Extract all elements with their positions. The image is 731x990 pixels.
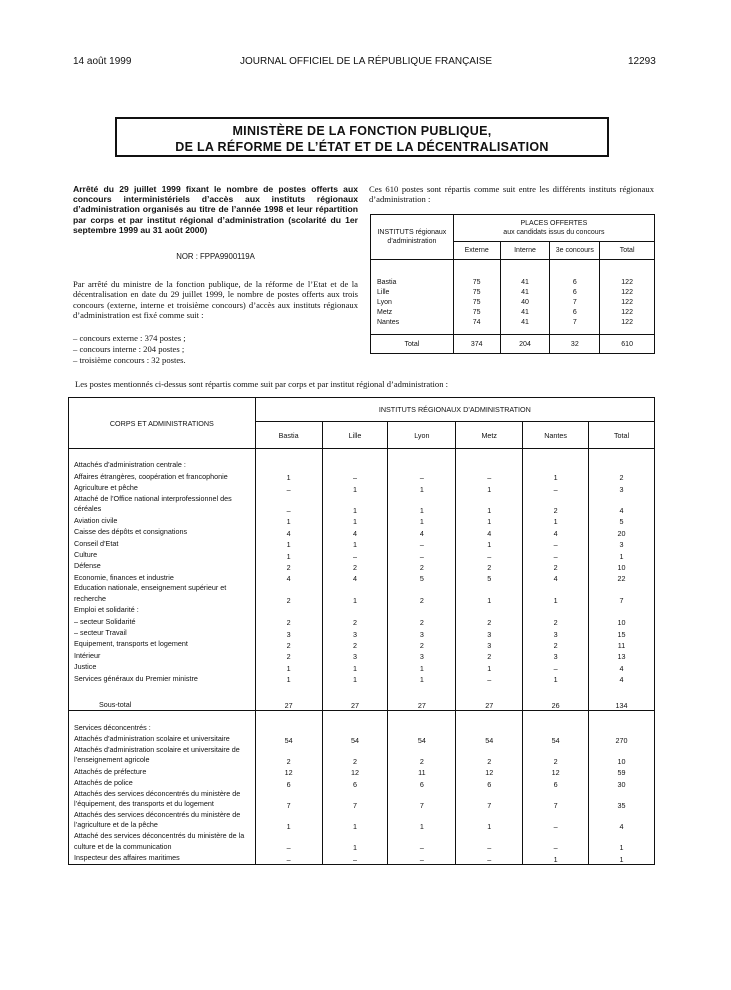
cell: 75: [472, 289, 481, 296]
row-label: Attachés des services déconcentrés du ministère de l’équipement, des transports et du logement: [69, 789, 256, 810]
arrete-paragraph: Par arrêté du ministre de la fonction publique, de la réforme de l’Etat et de la décentralisation en date du 29 juillet 1999, le nombre de postes offerts aux trois concours (externe, interne et troisième concours) d’accès aux instituts régionaux d’administration est fixé comme suit :: [73, 279, 358, 321]
cell: [523, 605, 589, 616]
table-row: [69, 766, 655, 777]
table-row: [69, 745, 655, 766]
table-row: [69, 605, 655, 616]
cell: 1: [322, 538, 388, 549]
cell: 1: [388, 673, 456, 684]
cell: 6: [572, 279, 577, 286]
cell: 4: [523, 572, 589, 583]
cell: 1: [388, 810, 456, 831]
table-row: [69, 810, 655, 831]
cell: 1: [523, 471, 589, 482]
cell: 1: [523, 515, 589, 526]
cell: 1: [523, 852, 589, 864]
total-cell: 610: [600, 335, 655, 354]
list-item: – troisième concours : 32 postes.: [73, 355, 186, 365]
cell: [523, 711, 589, 734]
row-label: Economie, finances et industrie: [69, 572, 256, 583]
cell: 2: [523, 639, 589, 650]
table-row: [69, 482, 655, 493]
cell: 4: [322, 572, 388, 583]
cell: –: [388, 471, 456, 482]
row-label: Nantes: [377, 319, 400, 326]
concours-list: [73, 333, 186, 366]
table-row: [69, 494, 655, 515]
cell: –: [322, 852, 388, 864]
table-row: [69, 661, 655, 672]
cell: 2: [322, 561, 388, 572]
cell: 3: [255, 627, 322, 638]
cell: –: [523, 831, 589, 852]
cell: [388, 605, 456, 616]
cell: 6: [572, 309, 577, 316]
total-cell: 32: [550, 335, 600, 354]
table-row: [69, 526, 655, 537]
table-row: [69, 673, 655, 684]
cell: –: [388, 549, 456, 560]
cell: 2: [255, 616, 322, 627]
cell: 2: [456, 616, 523, 627]
cell: 3: [388, 650, 456, 661]
cell: 2: [388, 583, 456, 604]
institutes-header: INSTITUTS régionaux d’administration: [371, 215, 454, 260]
col-bastia: Bastia: [255, 422, 322, 449]
cell: 27: [388, 684, 456, 711]
table-row: [69, 831, 655, 852]
cell: 4: [255, 526, 322, 537]
cell: 7: [589, 583, 655, 604]
header-page: 12293: [628, 56, 656, 67]
cell: 3: [322, 650, 388, 661]
col-lille: Lille: [322, 422, 388, 449]
col-interne: Interne: [500, 242, 550, 260]
cell: 2: [388, 616, 456, 627]
cell: 1: [255, 515, 322, 526]
list-item: – concours interne : 204 postes ;: [73, 344, 185, 354]
cell: [388, 449, 456, 472]
cell: 75: [472, 309, 481, 316]
cell: [456, 605, 523, 616]
section-title: Attachés d’administration centrale :: [69, 449, 256, 472]
cell: 12: [456, 766, 523, 777]
places-table: [370, 214, 655, 354]
row-label: Attachés d’administration scolaire et universitaire de l’enseignement agricole: [69, 745, 256, 766]
places-group-sub: aux candidats issus du concours: [503, 229, 605, 236]
corps-table: [68, 397, 655, 865]
cell: 4: [589, 810, 655, 831]
row-label: Education nationale, enseignement supérieur et recherche: [69, 583, 256, 604]
cell: 22: [589, 572, 655, 583]
cell: –: [523, 661, 589, 672]
table-row: [69, 515, 655, 526]
cell: 3: [456, 639, 523, 650]
total-row: [371, 335, 655, 354]
cell: 1: [589, 831, 655, 852]
cell: 6: [572, 289, 577, 296]
cell: 1: [456, 482, 523, 493]
cell: [523, 449, 589, 472]
cell: 74: [472, 319, 481, 326]
row-label: Sous-total: [69, 684, 256, 711]
section-title-row: [69, 449, 655, 472]
row-label: Conseil d’Etat: [69, 538, 256, 549]
row-label: Bastia: [377, 279, 397, 286]
cell: –: [523, 482, 589, 493]
cell: 20: [589, 526, 655, 537]
cell: 1: [255, 549, 322, 560]
cell: 4: [388, 526, 456, 537]
cell: –: [456, 471, 523, 482]
cell: –: [322, 549, 388, 560]
cell: –: [388, 852, 456, 864]
cell: 7: [572, 319, 577, 326]
cell: 41: [521, 289, 529, 296]
cell: 7: [572, 299, 577, 306]
table-row: [69, 538, 655, 549]
cell: 27: [322, 684, 388, 711]
row-label: Agriculture et pêche: [69, 482, 256, 493]
cell: 1: [255, 810, 322, 831]
cell: 75: [472, 299, 481, 306]
cell: –: [322, 471, 388, 482]
corps-table-body: [69, 449, 655, 865]
cell: 1: [255, 661, 322, 672]
table-rows: [371, 260, 655, 335]
cell: –: [255, 831, 322, 852]
row-label: Emploi et solidarité :: [69, 605, 256, 616]
cell: 2: [523, 494, 589, 515]
row-label: Affaires étrangères, coopération et francophonie: [69, 471, 256, 482]
places-group-header: [453, 215, 654, 242]
col-lyon: Lyon: [388, 422, 456, 449]
cell: 2: [255, 583, 322, 604]
cell: –: [388, 831, 456, 852]
cell: –: [523, 549, 589, 560]
cell: 1: [255, 673, 322, 684]
cell: 7: [322, 789, 388, 810]
cell: 7: [456, 789, 523, 810]
cell: 3: [589, 482, 655, 493]
cell: –: [523, 810, 589, 831]
ministry-line2: DE LA RÉFORME DE L’ÉTAT ET DE LA DÉCENTRALISATION: [175, 140, 549, 154]
cell: 122: [621, 299, 633, 306]
cell: 1: [322, 482, 388, 493]
cell: 1: [589, 852, 655, 864]
cell: 5: [388, 572, 456, 583]
cell: 2: [322, 616, 388, 627]
cell: 12: [322, 766, 388, 777]
table-row: [69, 777, 655, 788]
cell: 1: [388, 661, 456, 672]
row-label: Lille: [377, 289, 390, 296]
cell: 3: [523, 650, 589, 661]
cell: 6: [523, 777, 589, 788]
cell: 1: [456, 494, 523, 515]
list-item: – concours externe : 374 postes ;: [73, 333, 186, 343]
cell: –: [456, 831, 523, 852]
cell: 2: [589, 471, 655, 482]
cell: 2: [322, 745, 388, 766]
nor-reference: NOR : FPPA9900119A: [176, 252, 255, 261]
row-label: Intérieur: [69, 650, 256, 661]
cell: 30: [589, 777, 655, 788]
cell: –: [255, 482, 322, 493]
cell: 122: [621, 289, 633, 296]
cell: 35: [589, 789, 655, 810]
row-label: Culture: [69, 549, 256, 560]
table-row: [69, 572, 655, 583]
cell: 134: [589, 684, 655, 711]
table-row: [69, 549, 655, 560]
header-journal: JOURNAL OFFICIEL DE LA RÉPUBLIQUE FRANÇAISE: [240, 56, 493, 67]
cell: 4: [589, 673, 655, 684]
cell: 122: [621, 309, 633, 316]
cell: 2: [523, 561, 589, 572]
cell: 54: [255, 733, 322, 744]
section-title-row: [69, 711, 655, 734]
col-nantes: Nantes: [523, 422, 589, 449]
cell: 1: [322, 673, 388, 684]
table-row: [69, 852, 655, 864]
cell: 2: [255, 561, 322, 572]
row-label: Attachés des services déconcentrés du ministère de l’agriculture et de la pêche: [69, 810, 256, 831]
row-label: Attaché de l’Office national interprofessionnel des céréales: [69, 494, 256, 515]
cell: 1: [388, 494, 456, 515]
cell: 1: [456, 810, 523, 831]
col-metz: Metz: [456, 422, 523, 449]
table-row: [69, 789, 655, 810]
total-cell: 374: [453, 335, 500, 354]
cell: 10: [589, 561, 655, 572]
row-label: Metz: [377, 309, 393, 316]
cell: [255, 711, 322, 734]
cell: –: [456, 852, 523, 864]
cell: 2: [456, 745, 523, 766]
cell: 11: [388, 766, 456, 777]
cell: [456, 449, 523, 472]
cell: 122: [621, 279, 633, 286]
col-externe: Externe: [453, 242, 500, 260]
cell: 122: [621, 319, 633, 326]
cell: 4: [322, 526, 388, 537]
cell: –: [255, 852, 322, 864]
row-label: Aviation civile: [69, 515, 256, 526]
row-label: Défense: [69, 561, 256, 572]
cell: 6: [388, 777, 456, 788]
row-label: Attachés d’administration scolaire et universitaire: [69, 733, 256, 744]
row-label: Caisse des dépôts et consignations: [69, 526, 256, 537]
cell: 1: [456, 538, 523, 549]
cell: [322, 449, 388, 472]
total-cell: 204: [500, 335, 550, 354]
row-label: Attachés de police: [69, 777, 256, 788]
cell: [322, 605, 388, 616]
cell: 10: [589, 616, 655, 627]
cell: 1: [255, 471, 322, 482]
institutes-group-header: INSTITUTS RÉGIONAUX D’ADMINISTRATION: [255, 398, 654, 422]
cell: 26: [523, 684, 589, 711]
cell: 40: [521, 299, 529, 306]
cell: 1: [322, 661, 388, 672]
cell: 54: [322, 733, 388, 744]
cell: 1: [388, 482, 456, 493]
table-row: [69, 583, 655, 604]
cell: 41: [521, 319, 529, 326]
ministry-box: [115, 117, 609, 157]
cell: 4: [456, 526, 523, 537]
cell: 75: [472, 279, 481, 286]
cell: 2: [255, 639, 322, 650]
cell: 13: [589, 650, 655, 661]
cell: 2: [388, 639, 456, 650]
row-label: Equipement, transports et logement: [69, 639, 256, 650]
cell: [255, 449, 322, 472]
cell: 1: [322, 810, 388, 831]
cell: 3: [589, 538, 655, 549]
cell: [322, 711, 388, 734]
cell: 12: [523, 766, 589, 777]
col-troisieme: 3e concours: [550, 242, 600, 260]
cell: 1: [523, 673, 589, 684]
row-label: Services généraux du Premier ministre: [69, 673, 256, 684]
cell: 41: [521, 279, 529, 286]
cell: –: [456, 673, 523, 684]
cell: 3: [322, 627, 388, 638]
cell: 2: [523, 616, 589, 627]
cell: 1: [322, 515, 388, 526]
cell: 5: [456, 572, 523, 583]
cell: 27: [255, 684, 322, 711]
cell: 1: [322, 583, 388, 604]
cell: –: [523, 538, 589, 549]
cell: 2: [456, 561, 523, 572]
cell: 54: [456, 733, 523, 744]
cell: –: [456, 549, 523, 560]
cell: 6: [456, 777, 523, 788]
table-row: [69, 616, 655, 627]
cell: 41: [521, 309, 529, 316]
cell: –: [388, 538, 456, 549]
table-row: [69, 561, 655, 572]
cell: 1: [322, 494, 388, 515]
table-row: [69, 471, 655, 482]
cell: 2: [388, 561, 456, 572]
row-label: – secteur Solidarité: [69, 616, 256, 627]
row-label: – secteur Travail: [69, 627, 256, 638]
cell: 10: [589, 745, 655, 766]
cell: 1: [322, 831, 388, 852]
cell: 7: [388, 789, 456, 810]
cell: –: [255, 494, 322, 515]
cell: 12: [255, 766, 322, 777]
row-label: Lyon: [377, 299, 392, 306]
right-intro: Ces 610 postes sont répartis comme suit entre les différents instituts régionaux d’administration :: [369, 184, 654, 205]
cell: [589, 711, 655, 734]
header-date: 14 août 1999: [73, 56, 132, 67]
cell: 4: [589, 494, 655, 515]
cell: 1: [388, 515, 456, 526]
cell: 2: [322, 639, 388, 650]
cell: 1: [456, 583, 523, 604]
cell: 7: [523, 789, 589, 810]
corps-header: CORPS ET ADMINISTRATIONS: [69, 398, 256, 449]
row-label: Inspecteur des affaires maritimes: [69, 852, 256, 864]
cell: 3: [523, 627, 589, 638]
cell: 11: [589, 639, 655, 650]
table-row: [69, 650, 655, 661]
row-label: Attachés de préfecture: [69, 766, 256, 777]
cell: 6: [322, 777, 388, 788]
places-group-title: PLACES OFFERTES: [520, 220, 588, 227]
table-row: [69, 733, 655, 744]
cell: 7: [255, 789, 322, 810]
cell: 3: [456, 627, 523, 638]
row-label: Justice: [69, 661, 256, 672]
table-row: [69, 627, 655, 638]
cell: 1: [456, 515, 523, 526]
intro-second-table: Les postes mentionnés ci-dessus sont répartis comme suit par corps et par institut régional d’administration :: [75, 379, 449, 389]
cell: [255, 605, 322, 616]
cell: 54: [523, 733, 589, 744]
cell: 1: [589, 549, 655, 560]
cell: 59: [589, 766, 655, 777]
cell: 1: [523, 583, 589, 604]
cell: 2: [255, 650, 322, 661]
cell: 2: [523, 745, 589, 766]
section-title: Services déconcentrés :: [69, 711, 256, 734]
cell: 1: [456, 661, 523, 672]
col-total: Total: [600, 242, 655, 260]
ministry-line1: MINISTÈRE DE LA FONCTION PUBLIQUE,: [232, 124, 492, 138]
subtotal-row: [69, 684, 655, 711]
cell: 2: [456, 650, 523, 661]
cell: 3: [388, 627, 456, 638]
row-label: Attaché des services déconcentrés du ministère de la culture et de la communication: [69, 831, 256, 852]
total-label: Total: [371, 335, 454, 354]
cell: 2: [388, 745, 456, 766]
cell: 270: [589, 733, 655, 744]
cell: 4: [255, 572, 322, 583]
table-row: [69, 639, 655, 650]
cell: 5: [589, 515, 655, 526]
cell: 4: [589, 661, 655, 672]
arrete-title: Arrêté du 29 juillet 1999 fixant le nombre de postes offerts aux concours interministériels d’accès aux instituts régionaux d’administration organisés au titre de l’année 1998 et leur répartition par corps et par institut régional d’administration (scolarité du 1er septembre 1999 au 31 août 2000): [73, 184, 358, 235]
cell: [388, 711, 456, 734]
cell: 6: [255, 777, 322, 788]
col-total: Total: [589, 422, 655, 449]
cell: [589, 449, 655, 472]
cell: 2: [255, 745, 322, 766]
cell: [456, 711, 523, 734]
cell: 15: [589, 627, 655, 638]
cell: 1: [255, 538, 322, 549]
cell: 4: [523, 526, 589, 537]
cell: 27: [456, 684, 523, 711]
cell: [589, 605, 655, 616]
cell: 54: [388, 733, 456, 744]
